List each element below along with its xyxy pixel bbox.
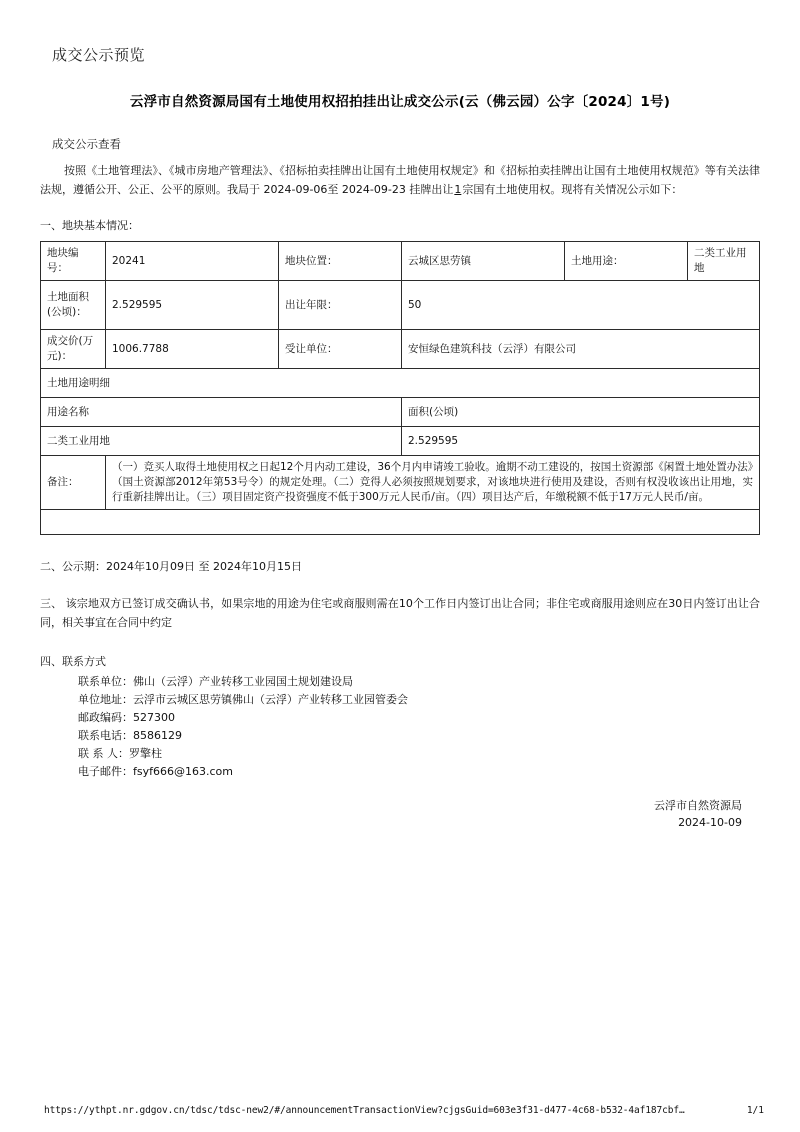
cell-label-area: 土地面积(公顷)： bbox=[41, 281, 106, 330]
cell-detail-row-name: 二类工业用地 bbox=[41, 427, 402, 456]
signature-date: 2024-10-09 bbox=[678, 816, 742, 829]
list-item: 联系电话：8586129 bbox=[78, 729, 182, 742]
cell-label-location: 地块位置： bbox=[279, 242, 402, 281]
table-row bbox=[41, 427, 760, 456]
cell-value-land-use: 二类工业用地 bbox=[688, 242, 760, 281]
cell-detail-section-title: 土地用途明细 bbox=[41, 369, 760, 398]
cell-label-parcel-no: 地块编号： bbox=[41, 242, 106, 281]
cell-label-land-use: 土地用途： bbox=[565, 242, 688, 281]
table-row bbox=[41, 369, 760, 398]
preview-header-title: 成交公示预览 bbox=[52, 46, 146, 64]
land-parcel-table bbox=[40, 241, 760, 535]
section-two-publicity-period: 二、公示期：2024年10月09日 至 2024年10月15日 bbox=[40, 560, 302, 573]
list-item: 联 系 人：罗擎柱 bbox=[78, 747, 162, 760]
cell-value-remark: （一）竞买人取得土地使用权之日起12个月内动工建设，36个月内申请竣工验收。逾期不动工建设的，按国土资源部《闲置土地处置办法》（国土资源部2012年第53号令）的规定处理。（二）竞得人必须按照规划要求，对该地块进行使用及建设，否则有权没收该出让用地，实行重新挂牌出让。（三）项目固定资产投资强度不低于300万元人民币/亩。（四）项目达产后，年缴税额不低于17万元人民币/亩。 bbox=[106, 456, 760, 510]
cell-value-term: 50 bbox=[402, 281, 760, 330]
page-title: 云浮市自然资源局国有土地使用权招拍挂出让成交公示(云（佛云园）公字〔2024〕1号) bbox=[129, 94, 671, 110]
table-row bbox=[41, 398, 760, 427]
list-item: 邮政编码：527300 bbox=[78, 711, 175, 724]
intro-text-part1: 按照《土地管理法》、《城市房地产管理法》、《招标拍卖挂牌出让国有土地使用权规定》和《招标拍卖挂牌出让国有土地使用权规范》等有关法律法规，遵循公开、公正、公平的原则。我局于 2024-09-06至 2024-09-23 挂牌出让 bbox=[40, 164, 760, 196]
announcement-view-label: 成交公示查看 bbox=[52, 137, 121, 151]
signature-issuer: 云浮市自然资源局 bbox=[654, 799, 742, 812]
cell-label-buyer: 受让单位： bbox=[279, 330, 402, 369]
table-row bbox=[41, 456, 760, 510]
list-item: 单位地址：云浮市云城区思劳镇佛山（云浮）产业转移工业园管委会 bbox=[78, 693, 408, 706]
cell-value-area: 2.529595 bbox=[106, 281, 279, 330]
section-three-contract-terms: 三、 该宗地双方已签订成交确认书，如果宗地的用途为住宅或商服则需在10个工作日内签订出让合同；非住宅或商服用途则应在30日内签订出让合同，相关事宜在合同中约定 bbox=[40, 597, 760, 629]
table-row bbox=[41, 242, 760, 281]
cell-value-location: 云城区思劳镇 bbox=[402, 242, 565, 281]
intro-text-part2: 宗国有土地使用权。现将有关情况公示如下： bbox=[462, 183, 683, 196]
cell-label-price: 成交价(万元)： bbox=[41, 330, 106, 369]
cell-value-parcel-no: 20241 bbox=[106, 242, 279, 281]
cell-detail-col-name: 用途名称 bbox=[41, 398, 402, 427]
contact-information-list bbox=[40, 673, 760, 781]
table-row-blank bbox=[41, 510, 760, 535]
intro-parcel-count: 1 bbox=[454, 183, 462, 196]
table-row bbox=[41, 330, 760, 369]
section-four-heading: 四、联系方式 bbox=[40, 655, 106, 668]
table-row bbox=[41, 281, 760, 330]
cell-label-remark: 备注： bbox=[41, 456, 106, 510]
footer-url: https://ythpt.nr.gdgov.cn/tdsc/tdsc-new2/#/announcementTransactionView?cjgsGuid=603e3f31-d477-4c68-b532-4af187cbf… bbox=[44, 1105, 685, 1116]
intro-paragraph bbox=[40, 161, 760, 199]
list-item: 电子邮件：fsyf666@163.com bbox=[78, 765, 233, 778]
announcement-document bbox=[40, 92, 760, 831]
cell-value-price: 1006.7788 bbox=[106, 330, 279, 369]
footer-page-number: 1/1 bbox=[746, 1105, 764, 1116]
print-footer bbox=[44, 1104, 764, 1118]
cell-detail-col-area: 面积(公顷) bbox=[402, 398, 760, 427]
section-one-heading: 一、地块基本情况： bbox=[40, 219, 139, 232]
cell-value-buyer: 安恒绿色建筑科技（云浮）有限公司 bbox=[402, 330, 760, 369]
cell-label-term: 出让年限： bbox=[279, 281, 402, 330]
list-item: 联系单位：佛山（云浮）产业转移工业园国土规划建设局 bbox=[78, 675, 353, 688]
signature-block bbox=[40, 797, 760, 831]
cell-detail-row-area: 2.529595 bbox=[402, 427, 760, 456]
cell-blank bbox=[41, 510, 760, 535]
